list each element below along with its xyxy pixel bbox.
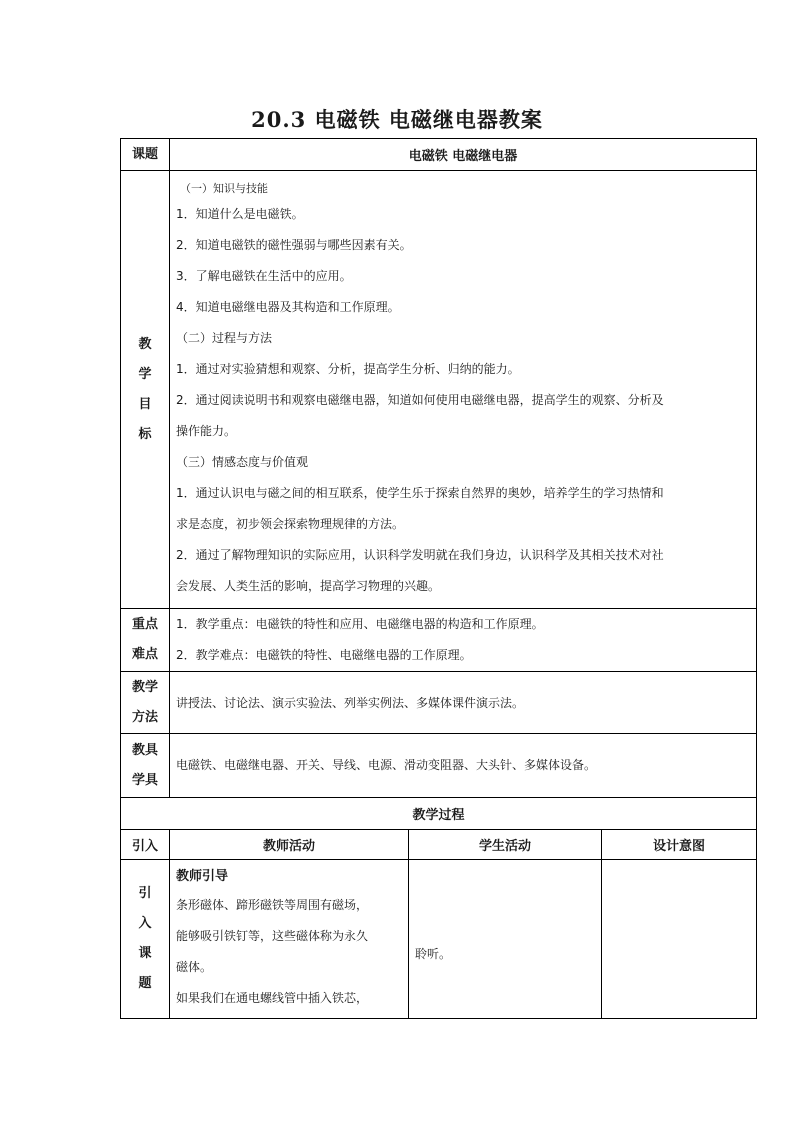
tools-label-line: 学具	[131, 772, 158, 788]
objective-line: 1．知道什么是电磁铁。	[176, 207, 304, 221]
objectives-label-char: 教	[138, 336, 152, 352]
tools-value: 电磁铁、电磁继电器、开关、导线、电源、滑动变阻器、大头针、多媒体设备。	[176, 758, 597, 772]
teacher-activity-line: 磁体。	[176, 960, 213, 974]
objectives-content	[170, 171, 757, 609]
process-heading: 教学过程	[121, 798, 757, 830]
objective-section-heading: （一）知识与技能	[180, 182, 268, 195]
objectives-label-char: 标	[138, 426, 152, 442]
lesson-plan-table	[120, 138, 757, 1019]
objective-section-heading: （二）过程与方法	[176, 331, 273, 345]
student-activity-text: 聆听。	[415, 946, 452, 961]
process-row	[121, 860, 757, 1019]
intro-label-char: 题	[138, 976, 152, 991]
student-activity	[409, 860, 602, 1019]
column-header-intro: 引入	[121, 830, 170, 860]
methods-content: 讲授法、讨论法、演示实验法、列举实例法、多媒体课件演示法。	[170, 672, 757, 734]
column-header-intent: 设计意图	[602, 830, 757, 860]
intro-label-char: 引	[138, 886, 152, 901]
teacher-activity	[170, 860, 409, 1019]
key-points-content	[170, 609, 757, 672]
methods-label	[121, 672, 170, 734]
topic-value: 电磁铁 电磁继电器	[170, 139, 757, 171]
teacher-activity-line: 条形磁体、蹄形磁铁等周围有磁场，	[176, 898, 369, 912]
key-points-label-line: 重点	[131, 617, 158, 632]
objective-line: 操作能力。	[176, 424, 237, 438]
objective-line: 1．通过对实验猜想和观察、分析，提高学生分析、归纳的能力。	[176, 362, 520, 376]
objective-line: 4．知道电磁继电器及其构造和工作原理。	[176, 300, 400, 314]
methods-row	[121, 672, 757, 734]
column-header-student: 学生活动	[409, 830, 602, 860]
intro-label-char: 入	[138, 916, 152, 931]
tools-label-line: 教具	[131, 742, 158, 758]
objective-line: 2．知道电磁铁的磁性强弱与哪些因素有关。	[176, 238, 412, 252]
objectives-label	[121, 171, 170, 609]
methods-label-line: 教学	[131, 679, 158, 695]
objective-section-heading: （三）情感态度与价值观	[176, 455, 309, 469]
process-columns-row	[121, 830, 757, 860]
key-point-line: 2．教学难点：电磁铁的特性、电磁继电器的工作原理。	[176, 648, 472, 662]
key-points-row	[121, 609, 757, 672]
intro-label	[121, 860, 170, 1019]
objective-line: 1．通过认识电与磁之间的相互联系，使学生乐于探索自然界的奥妙，培养学生的学习热情和	[176, 486, 664, 500]
teacher-activity-heading: 教师引导	[176, 869, 229, 884]
column-header-teacher: 教师活动	[170, 830, 409, 860]
objective-line: 会发展、人类生活的影响，提高学习物理的兴趣。	[176, 579, 441, 593]
key-points-label	[121, 609, 170, 672]
teacher-activity-line: 能够吸引铁钉等，这些磁体称为永久	[176, 929, 369, 943]
key-point-line: 1．教学重点：电磁铁的特性和应用、电磁继电器的构造和工作原理。	[176, 617, 544, 631]
design-intent	[602, 860, 757, 1019]
objectives-row	[121, 171, 757, 609]
objective-line: 求是态度，初步领会探索物理规律的方法。	[176, 517, 405, 531]
key-points-label-line: 难点	[131, 647, 158, 662]
document-title: 20.3 电磁铁 电磁继电器教案	[251, 107, 543, 132]
tools-label	[121, 734, 170, 798]
objective-line: 2．通过了解物理知识的实际应用，认识科学发明就在我们身边，认识科学及其相关技术对社	[176, 548, 664, 562]
teacher-activity-line: 如果我们在通电螺线管中插入铁芯，	[176, 991, 369, 1005]
objectives-label-char: 目	[138, 396, 152, 412]
methods-label-line: 方法	[131, 709, 158, 725]
tools-content	[170, 734, 757, 798]
objective-line: 3．了解电磁铁在生活中的应用。	[176, 269, 352, 283]
topic-label: 课题	[121, 139, 170, 171]
objective-line: 2．通过阅读说明书和观察电磁继电器，知道如何使用电磁继电器，提高学生的观察、分析及	[176, 393, 664, 407]
tools-row	[121, 734, 757, 798]
intro-label-char: 课	[138, 946, 152, 961]
topic-row	[121, 139, 757, 171]
objectives-label-char: 学	[138, 366, 152, 382]
process-heading-row	[121, 798, 757, 830]
